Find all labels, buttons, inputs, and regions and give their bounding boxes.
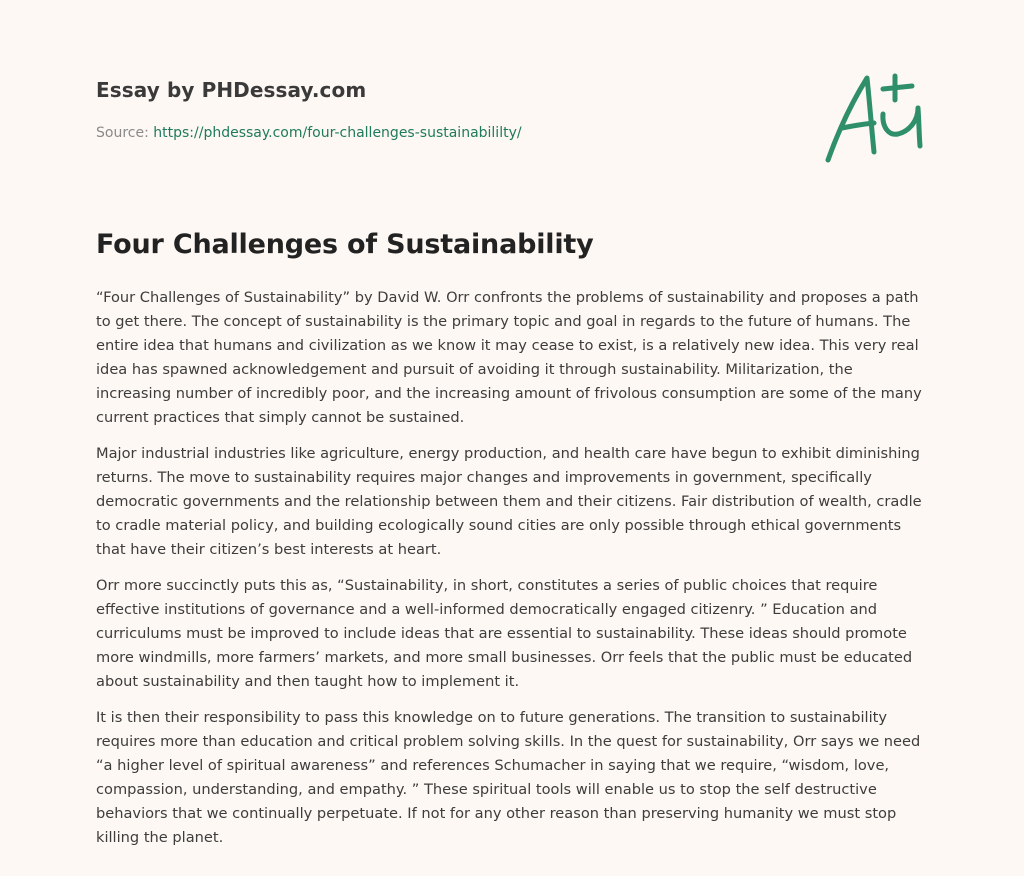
essay-paragraph: “Four Challenges of Sustainability” by David W. Orr confronts the problems of sustainability and proposes a path to get there. The concept of sustainability is the primary topic and goal in regards to the future of humans. The entire idea that humans and civilization as we know it may cease to exist, is a relatively new idea. This very real idea has spawned acknowledgement and pursuit of avoiding it through sustainability. Militarization, the increasing number of incredibly poor, and the increasing amount of frivolous consumption are some of the many current practices that simply cannot be sustained. [96,289,922,426]
brand-name: Essay by PHDessay.com [96,78,367,102]
essay-title: Four Challenges of Sustainability [96,229,594,260]
source-line [96,124,696,142]
source-link[interactable]: https://phdessay.com/four-challenges-sustainabililty/ [153,125,522,141]
essay-paragraph: Major industrial industries like agriculture, energy production, and health care have begun to exhibit diminishing returns. The move to sustainability requires major changes and improvements in government, specifically democratic governments and the relationship between them and their citizens. Fair distribution of wealth, cradle to cradle material policy, and building ecologically sound cities are only possible through ethical governments that have their citizen’s best interests at heart. [96,445,922,558]
essay-paragraph: It is then their responsibility to pass this knowledge on to future generations. The transition to sustainability requires more than education and critical problem solving skills. In the quest for sustainability, Orr says we need “a higher level of spiritual awareness” and references Schumacher in saying that we require, “wisdom, love, compassion, understanding, and empathy. ” These spiritual tools will enable us to stop the self destructive behaviors that we continually perpetuate. If not for any other reason than preserving humanity we must stop killing the planet. [96,709,921,846]
essay-body [96,286,932,862]
source-label: Source: [96,125,154,141]
page-header [96,76,696,142]
essay-paragraph: Orr more succinctly puts this as, “Sustainability, in short, constitutes a series of public choices that require effective institutions of governance and a well-informed democratically engaged citizenry. ” Education and curriculums must be improved to include ideas that are essential to sustainability. These ideas should promote more windmills, more farmers’ markets, and more small businesses. Orr feels that the public must be educated about sustainability and then taught how to implement it. [96,577,913,690]
a-plus-grade-icon [822,66,930,166]
